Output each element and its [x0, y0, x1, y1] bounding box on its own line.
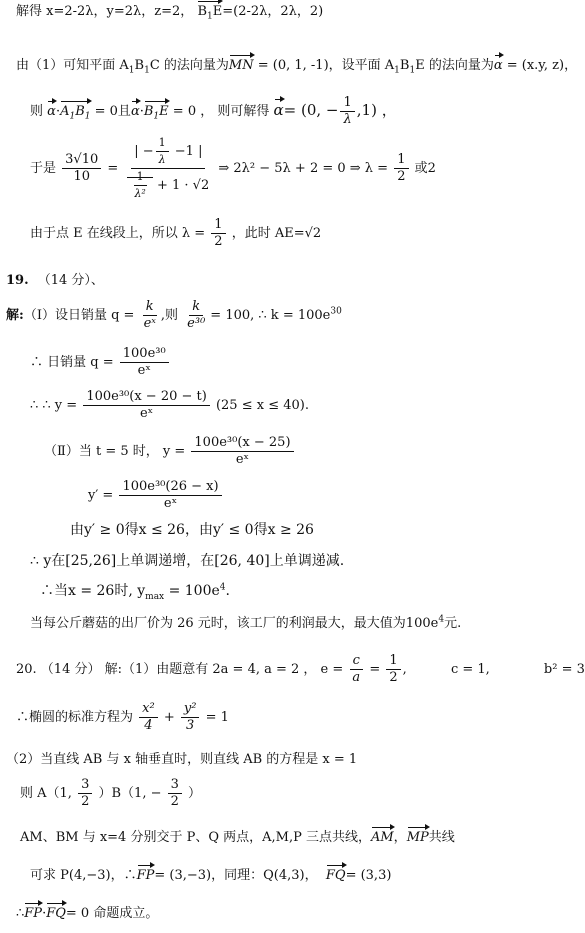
- problem-20-part2: （2）当直线 AB 与 x 轴垂直时，则直线 AB 的方程是 x = 1: [6, 752, 358, 767]
- problem-20-collinear: AM、BM 与 x=4 分别交于 P、Q 两点，A,M,P 三点共线，AM，MP共线: [20, 830, 455, 845]
- solution-line-cosine-equation: 于是 $\frac{3√10}{10}$ = | − $\frac{1}{\lambda}$ −1 | $\frac{1}{\text{λ²}}$ + 1 · √2 ⇒ 2λ² − 5λ + 2 = 0 ⇒ λ = $\frac{1}{2}$ 或2: [30, 136, 436, 200]
- problem-19-maximum: ∴当x = 26时, $y_{max} = 100e^4$.: [40, 582, 230, 602]
- problem-20-conclusion: ∴FP·FQ= 0 命题成立。: [16, 906, 159, 921]
- problem-19-heading: 19. （14 分）、: [6, 273, 104, 288]
- problem-20-ellipse-equation: ∴椭圆的标准方程为 $\frac{\text{x²}}{4}$ + $\frac{\text{y²}}{3}$ = 1: [16, 701, 229, 733]
- problem-19-sign-analysis: 由y′ ≥ 0得x ≤ 26，由y′ ≤ 0得x ≥ 26: [70, 522, 314, 538]
- problem-20-points: 则 A（1, $\frac{3}{2}$ ）B（1, − $\frac{3}{2}$ ）: [20, 777, 202, 809]
- solution-line-normal-vectors: 由（1）可知平面 $A_1B_1C$ 的法向量为MN = (0, 1, -1)，设平面 $A_1B_1E$ 的法向量为α = (x.y, z)，: [16, 58, 578, 76]
- solution-line-dot-products: 则 $\alpha\cdot A_1B_1 = 0$且$\alpha\cdot B_1E = 0$ ， 则可解得 α= (0, − $\frac{1}{\lambda}$ ,1) ，: [30, 95, 397, 127]
- problem-19-derivative: y′ = $\frac{\text{100e³⁰(26 − x)}}{\text{eˣ}}$: [88, 480, 224, 511]
- problem-19-profit-function: ∴ ∴ y = $\frac{\text{100e³⁰(x − 20 − t)}}{\text{eˣ}}$ (25 ≤ x ≤ 40).: [30, 389, 309, 421]
- problem-19-monotonicity: ∴ y在[25,26]上单调递增，在[26, 40]上单调递减.: [30, 553, 345, 569]
- problem-19-part2: （Ⅱ）当 t = 5 时， y = $\frac{\text{100e³⁰(x − 25)}}{\text{eˣ}}$: [44, 436, 296, 467]
- problem-19-daily-sales: ∴ 日销量 q = $\frac{\text{100e³⁰}}{\text{eˣ}}$: [30, 347, 171, 378]
- solution-line-1: 解得 x=2-2λ，y=2λ，z=2， $B_1E=(2-2\lambda$，2λ，2): [16, 4, 324, 22]
- problem-19-part1: 解:（Ⅰ）设日销量 q = $\frac{k}{\text{eˣ}}$ ,则 $\frac{k}{\text{e³⁰}}$ = 100, ∴ $k = 100e^{30}$: [6, 299, 342, 331]
- problem-20-part1: 20. （14 分） 解:（1）由题意有 2a = 4, a = 2 ， e = $\frac{c}{a}$ = $\frac{1}{2}$ , c = 1, b² = 3: [16, 653, 585, 685]
- problem-20-vectors: 可求 P(4,−3)，∴FP= (3,−3)，同理：Q(4,3)， FQ= (3,3): [30, 868, 392, 883]
- problem-19-answer: 当每公斤蘑菇的出厂价为 26 元时，该工厂的利润最大，最大值为$100e^4$元.: [30, 614, 462, 631]
- solution-line-conclusion-18: 由于点 E 在线段上，所以 λ = $\frac{1}{2}$ ，此时 AE=√2: [30, 217, 322, 249]
